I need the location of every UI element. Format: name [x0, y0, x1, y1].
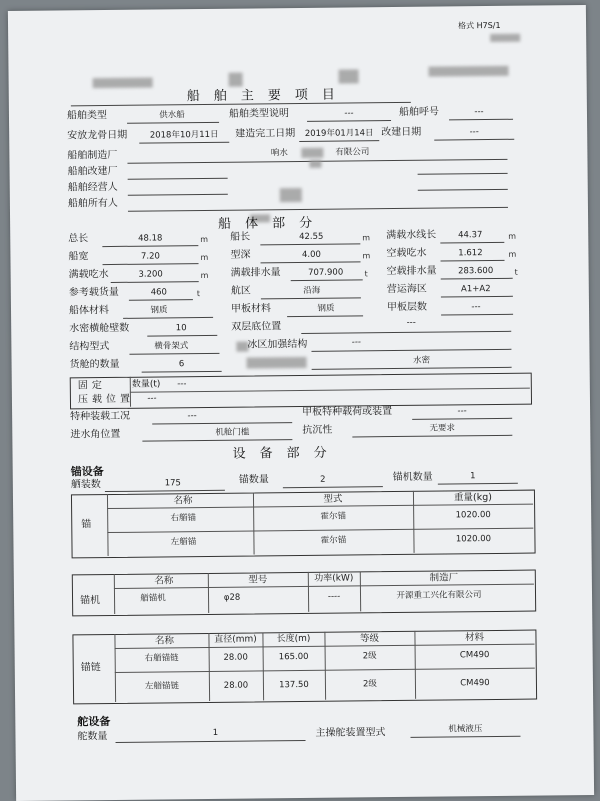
type-label: 船舶类型 — [66, 110, 108, 122]
rudder-section-title: 舵设备 — [77, 715, 111, 729]
windlass-header-model: 型号 — [248, 574, 268, 586]
structure-value: 横骨架式 — [154, 341, 189, 352]
table-cell: 开源重工兴化有限公司 — [396, 590, 482, 602]
anchor-count-label: 锚数量 — [238, 474, 269, 486]
outfit-value: 175 — [164, 478, 181, 489]
bulkheads-value: 10 — [175, 323, 187, 334]
redacted-mark — [428, 66, 508, 77]
count-label: 数量(t) — [131, 379, 161, 390]
ice-value: --- — [351, 337, 362, 348]
deck-load-value: --- — [457, 406, 467, 417]
chain-header-material: 材料 — [464, 632, 485, 644]
lbp-unit: m — [362, 233, 371, 243]
cargo-unit: t — [196, 289, 201, 299]
sink-value: 无要求 — [429, 423, 456, 434]
lwl-unit: m — [508, 231, 517, 241]
nav-value: 沿海 — [303, 285, 321, 296]
flood-value: 机舱门槛 — [215, 427, 250, 438]
bulkheads-label: 水密横舱壁数 — [69, 322, 130, 335]
sink-label: 抗沉性 — [302, 424, 333, 436]
full-disp-unit: t — [364, 269, 368, 279]
ballast-label: 压载位置 — [77, 393, 135, 406]
light-disp-label: 空载排水量 — [386, 265, 437, 278]
steering-label: 主操舵装置型式 — [315, 727, 386, 739]
keel-value: 2018年10月11日 — [149, 129, 219, 141]
op-area-label: 营运海区 — [386, 283, 427, 296]
completion-label: 建造完工日期 — [235, 128, 296, 140]
form-page — [8, 5, 594, 801]
rudder-count-label: 舵数量 — [77, 731, 108, 743]
windlass-count-label: 锚机数量 — [392, 471, 433, 484]
builder-label: 船舶制造厂 — [67, 149, 118, 162]
lwl-label: 满载水线长 — [386, 229, 437, 242]
light-disp-value: 283.600 — [457, 265, 494, 277]
light-draft-value: 1.612 — [458, 248, 483, 259]
windlass-header-power: 功率(kW) — [314, 573, 354, 584]
breadth-value: 7.20 — [140, 251, 160, 262]
lbp-label: 船长 — [230, 231, 251, 243]
steering-value: 机械液压 — [448, 724, 483, 735]
full-disp-label: 满载排水量 — [230, 267, 281, 279]
anchor-header-weight: 重量(kg) — [453, 492, 493, 504]
decks-value: --- — [471, 302, 481, 313]
call-sign-label: 船舶呼号 — [398, 106, 440, 118]
lwl-value: 44.37 — [458, 230, 483, 241]
form-code: 格式 H7S/1 — [458, 20, 501, 31]
light-draft-label: 空载吃水 — [386, 247, 427, 260]
windlass-side-label: 锚机 — [80, 595, 101, 607]
table-cell: 1020.00 — [455, 534, 492, 545]
breadth-unit: m — [200, 252, 209, 263]
cargo-label: 参考载货量 — [68, 286, 119, 299]
redacted-mark — [280, 188, 302, 202]
rebuilder-label: 船舶改建厂 — [67, 165, 118, 178]
modify-date-value: --- — [469, 127, 479, 138]
ballast-value: --- — [147, 393, 157, 404]
holds-label: 货舱的数量 — [69, 358, 120, 371]
loa-unit: m — [200, 234, 209, 245]
windlass-header-maker: 制造厂 — [429, 572, 459, 584]
anchor-header-name: 名称 — [173, 495, 193, 507]
anchor-header-type: 型式 — [323, 493, 343, 505]
modify-date-label: 改建日期 — [381, 126, 422, 139]
table-cell: 2级 — [362, 679, 377, 690]
table-cell: 艏锚机 — [140, 593, 166, 604]
table-cell: ---- — [327, 591, 341, 602]
cargo-value: 460 — [150, 287, 167, 298]
equip-section-title: 设备部分 — [232, 445, 341, 462]
chain-header-diameter: 直径(mm) — [214, 634, 257, 645]
anchor-section-title: 锚设备 — [70, 465, 104, 479]
type-value: 供水船 — [159, 110, 185, 121]
full-draft-label: 满载吃水 — [68, 269, 109, 281]
special-equip-label: 特种装载工况 — [70, 410, 131, 423]
table-cell: CM490 — [460, 678, 490, 689]
table-cell: 137.50 — [279, 679, 309, 691]
depth-label: 型深 — [230, 249, 251, 261]
anchor-count-value: 2 — [320, 474, 326, 485]
count-value: --- — [177, 379, 187, 390]
holds-value: 6 — [178, 359, 185, 370]
table-cell: 左艏锚链 — [144, 681, 180, 692]
chain-side-label: 锚链 — [80, 662, 101, 674]
chain-header-grade: 等级 — [359, 633, 380, 645]
lbp-value: 42.55 — [299, 231, 324, 243]
table-cell: 左艏锚 — [170, 537, 197, 548]
chain-header-name: 名称 — [154, 635, 175, 647]
redacted-mark — [301, 148, 323, 158]
table-cell: 右艏锚链 — [144, 653, 179, 664]
depth-unit: m — [362, 251, 371, 261]
table-cell: 28.00 — [223, 680, 249, 691]
material-label: 船体材料 — [68, 305, 110, 317]
outfit-label: 舾装数 — [70, 479, 101, 491]
redacted-mark — [247, 357, 307, 369]
material-value: 钢质 — [150, 305, 168, 316]
table-cell: 28.00 — [223, 652, 248, 663]
page-title: 船舶主要项目 — [186, 87, 349, 105]
chain-header-length: 长度(m) — [276, 633, 311, 645]
table-cell: CM490 — [459, 650, 490, 661]
builder-value: 响水 — [270, 148, 288, 159]
table-cell: 霍尔锚 — [320, 535, 347, 546]
call-sign-value: --- — [474, 107, 484, 118]
owner-label: 船舶所有人 — [67, 197, 118, 210]
table-cell: 右艏锚 — [170, 513, 197, 524]
table-cell: 2级 — [362, 651, 377, 662]
table-cell: 1020.00 — [455, 510, 491, 521]
special-equip-value: --- — [187, 411, 197, 422]
decks-label: 甲板层数 — [386, 301, 428, 314]
full-draft-unit: m — [200, 270, 209, 281]
hull-section-title: 船体部分 — [218, 215, 327, 232]
hatch-value: 水密 — [412, 355, 431, 366]
completion-value: 2019年01月14日 — [304, 128, 374, 139]
table-cell: φ28 — [223, 592, 241, 603]
anchor-side-label: 锚 — [81, 519, 92, 531]
structure-label: 结构型式 — [69, 341, 110, 353]
deck-material-value: 钢质 — [317, 303, 335, 314]
operator-label: 船舶经营人 — [67, 181, 118, 194]
nav-label: 航区 — [230, 285, 251, 297]
builder-suffix: 有限公司 — [335, 147, 370, 158]
double-bottom-value: --- — [406, 317, 416, 328]
ice-label: 冰区加强结构 — [247, 338, 308, 351]
double-bottom-label: 双层底位置 — [231, 321, 282, 333]
breadth-label: 船宽 — [68, 251, 89, 263]
table-cell: 165.00 — [278, 651, 309, 663]
windlass-header-name: 名称 — [154, 575, 174, 587]
type-desc-label: 船舶类型说明 — [228, 108, 290, 120]
table-cell: 霍尔锚 — [320, 511, 346, 522]
loa-value: 48.18 — [138, 233, 163, 244]
full-disp-value: 707.900 — [308, 267, 344, 278]
light-draft-unit: m — [508, 249, 517, 259]
type-desc-value: --- — [344, 108, 354, 119]
op-area-value: A1+A2 — [460, 284, 491, 295]
light-disp-unit: t — [514, 267, 518, 277]
redacted-mark — [339, 69, 359, 83]
redacted-mark — [309, 160, 321, 168]
flood-label: 进水角位置 — [70, 428, 121, 441]
deck-material-label: 甲板材料 — [230, 303, 272, 315]
full-draft-value: 3.200 — [138, 269, 163, 280]
depth-value: 4.00 — [301, 249, 321, 260]
redacted-mark — [490, 34, 520, 42]
rudder-count-value: 1 — [212, 727, 219, 738]
windlass-count-value: 1 — [470, 471, 476, 482]
deck-load-label: 甲板特种载荷或装置 — [302, 406, 393, 418]
redacted-mark — [93, 78, 153, 89]
loa-label: 总长 — [68, 233, 89, 245]
keel-label: 安放龙骨日期 — [67, 129, 128, 142]
fixed-label: 固定 — [77, 380, 106, 392]
